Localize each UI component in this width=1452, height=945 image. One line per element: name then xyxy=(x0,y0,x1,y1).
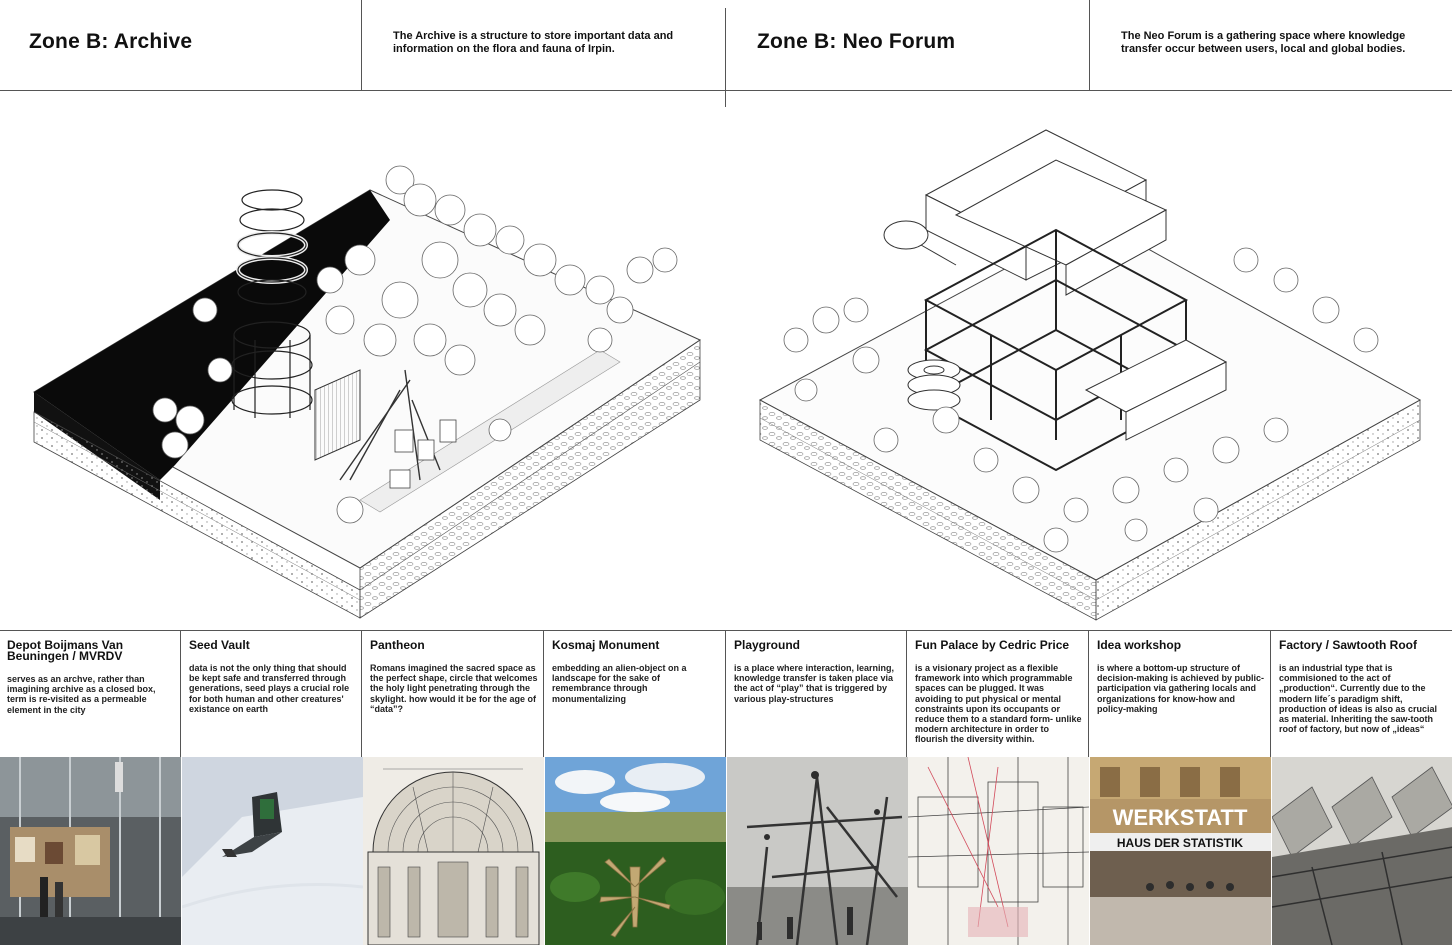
haus-der-statistik-sign: HAUS DER STATISTIK xyxy=(1116,836,1244,850)
reference-card-fun-palace xyxy=(908,631,1089,757)
reference-card-factory xyxy=(1272,631,1452,757)
reference-card-pantheon xyxy=(363,631,544,757)
archive-zone-description: The Archive is a structure to store important data and information on the flora and fauna of Irpin. xyxy=(393,30,674,55)
kosmaj-photo xyxy=(545,757,726,945)
reference-text: is a visionary project as a flexible framework into which programmable spaces can be plugged. It was avoiding to put physical or mental constraints upon its occupants or reduce them to a standard form- unlike modern architecture in order to flourish the diversity within. xyxy=(915,663,1082,745)
archive-zone-title: Zone B: Archive xyxy=(29,30,193,53)
reference-text: is an industrial type that is commisioned to the act of „production“. Currently due to the modern life´s paradigm shift, production of ideas is also as crucial as material. Inheriting the saw-tooth roof of factory, but now of „ideas“ xyxy=(1279,663,1438,735)
header-divider xyxy=(0,90,1452,91)
factory-photo xyxy=(1272,757,1452,945)
reference-title: Pantheon xyxy=(370,638,425,652)
playground-photo xyxy=(727,757,908,945)
reference-title: Seed Vault xyxy=(189,638,250,652)
reference-text: is where a bottom-up structure of decision-making is achieved by public-participation via gathering locals and organizations for know-how and policy-making xyxy=(1097,663,1265,714)
reference-title: Fun Palace by Cedric Price xyxy=(915,638,1070,652)
reference-title: Kosmaj Monument xyxy=(552,638,660,652)
reference-title: Factory / Sawtooth Roof xyxy=(1279,638,1417,652)
werkstatt-photo xyxy=(1090,757,1271,945)
header-col-divider-2 xyxy=(725,8,726,107)
reference-card-playground xyxy=(727,631,908,757)
seed-vault-photo xyxy=(182,757,363,945)
axonometric-archive-drawing xyxy=(0,100,726,630)
reference-text: embedding an alien-object on a landscape for the sake of remembrance through monumentalizing xyxy=(552,663,687,704)
pantheon-engraving xyxy=(363,757,544,945)
header-col-divider-3 xyxy=(1089,0,1090,90)
reference-title: Idea workshop xyxy=(1097,638,1182,652)
axonometric-neo-forum-drawing xyxy=(726,100,1452,630)
werkstatt-sign: WERKSTATT xyxy=(1112,805,1248,830)
reference-title: Playground xyxy=(734,638,801,652)
reference-title: Depot Boijmans Van Beuningen / MVRDV xyxy=(7,638,124,663)
reference-card-idea-workshop xyxy=(1090,631,1271,757)
reference-card-depot xyxy=(0,631,181,757)
reference-card-kosmaj xyxy=(545,631,726,757)
reference-text: Romans imagined the sacred space as the perfect shape, circle that welcomes the holy light penetrating through the skylight. how would it be for the age of “data”? xyxy=(370,663,538,714)
fun-palace-sketch xyxy=(908,757,1089,945)
reference-card-seed-vault xyxy=(182,631,363,757)
reference-text: serves as an archve, rather than imagining archive as a closed box, term is re-visited as a permeable element in the city xyxy=(7,674,156,715)
forum-zone-title: Zone B: Neo Forum xyxy=(757,30,956,53)
reference-text: data is not the only thing that should be kept safe and transferred through generations, seed plays a crucial role for both human and other creatures' existance on earth xyxy=(189,663,350,714)
depot-photo xyxy=(0,757,181,945)
forum-zone-description: The Neo Forum is a gathering space where knowledge transfer occur between users, local and global bodies. xyxy=(1121,30,1406,55)
header-col-divider-1 xyxy=(361,0,362,90)
reference-text: is a place where interaction, learning, knowledge transfer is taken place via the act of “play” that is triggered by various play-structures xyxy=(734,663,895,704)
